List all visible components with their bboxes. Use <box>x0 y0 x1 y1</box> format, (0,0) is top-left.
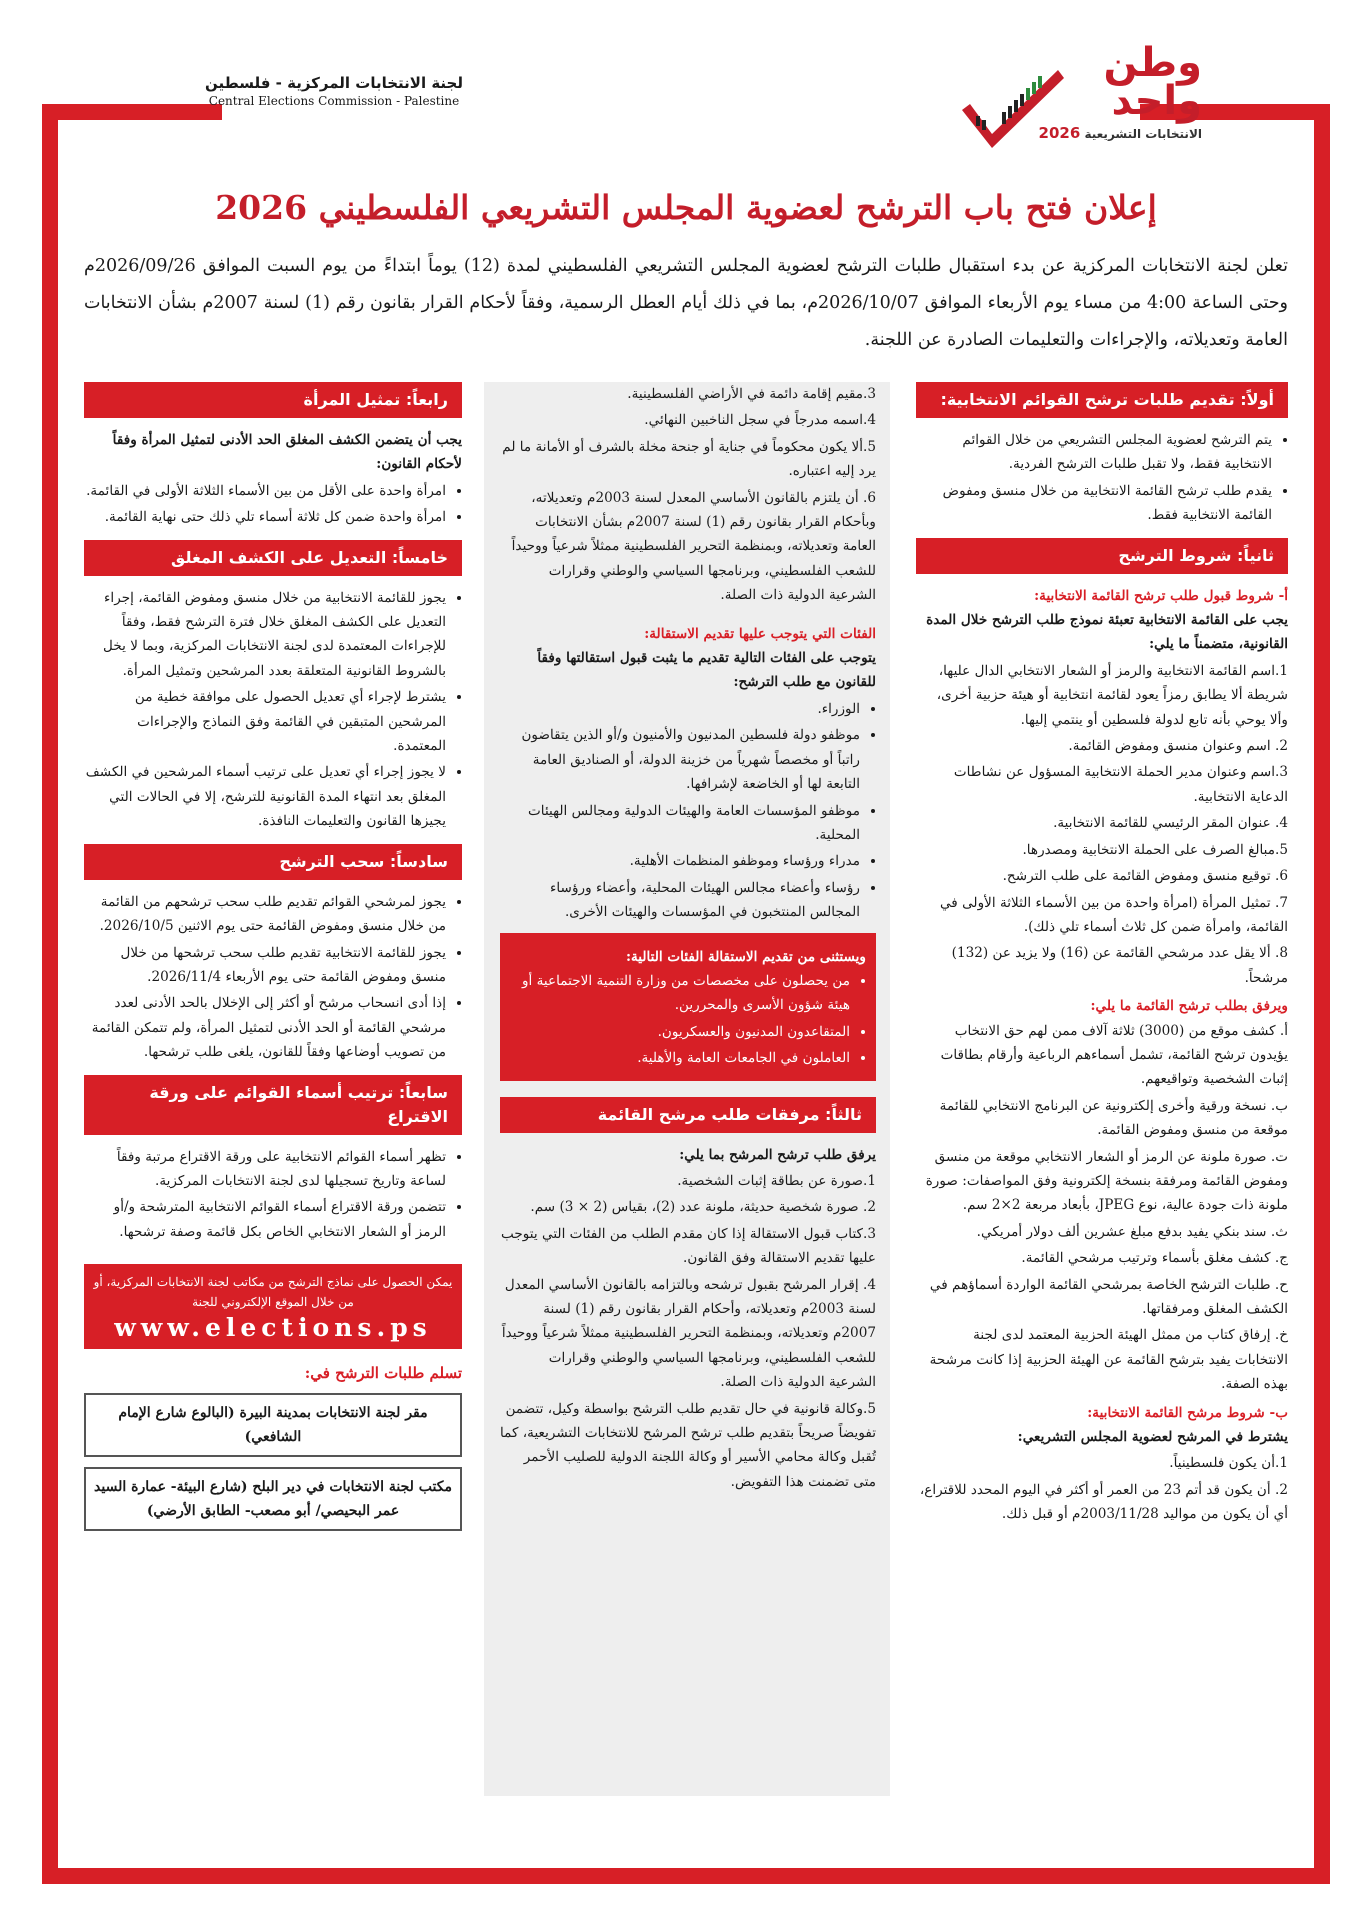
list-item: ب. نسخة ورقية وأخرى إلكترونية عن البرنامج الانتخابي للقائمة موقعة من منسق ومفوض القائمة. <box>939 1097 1288 1139</box>
lead-text: يتوجب على الفئات التالية تقديم ما يثبت قبول استقالتها وفقاً للقانون مع طلب الترشح: <box>537 650 876 691</box>
list-item: • يجوز لمرشحي القوائم تقديم طلب سحب ترشحهم من القائمة من خلال منسق ومفوض القائمة حتى يوم الاثنين 2026/10/5. <box>84 890 446 939</box>
website-link[interactable]: www.elections.ps <box>114 1313 432 1343</box>
list-item: • يجوز للقائمة الانتخابية من خلال منسق ومفوض القائمة، إجراء التعديل على الكشف المغلق خلال فترة الترشح فقط، وفقاً للإجراءات المعتمدة لدى لجنة الانتخابات المركزية، وبما لا يخل بالشروط القانونية المتعلقة بعدد المرشحين وتمثيل المرأة. <box>84 586 446 684</box>
list-item: 4. إقرار المرشح بقبول ترشحه وبالتزامه بالقانون الأساسي المعدل لسنة 2003م وتعديلاته، وأحكام القرار بقانون رقم (1) لسنة 2007م وتعديلاته، وبمنظمة التحرير الفلسطينية ممثلاً شرعياً ووحيداً للشعب الفلسطيني، وبرنامجها السياسي والوطني وقرارات الشرعية الدولية ذات الصلة. <box>501 1276 876 1391</box>
list-item: 4. عنوان المقر الرئيسي للقائمة الانتخابية. <box>1053 815 1288 832</box>
list-item: 5.ألا يكون محكوماً في جناية أو جنحة مخلة بالشرف أو الأمانة ما لم يرد إليه اعتباره. <box>502 438 876 480</box>
list-item: • إذا أدى انسحاب مرشح أو أكثر إلى الإخلال بالحد الأدنى لعدد مرشحي القائمة أو الحد الأدنى لتمثيل المرأة، ولم تتمكن القائمة من تصويب أوضاعها وفقاً للقانون، يلغى طلب ترشحها. <box>84 991 446 1064</box>
middle-column <box>500 382 876 1496</box>
brand-line-2: واحد <box>1111 78 1202 124</box>
brand-subtitle-text: الانتخابات التشريعية <box>1084 127 1202 141</box>
list-item: • الوزراء. <box>500 697 860 721</box>
section-title: رابعاً: تمثيل المرأة <box>84 382 462 418</box>
list-item: 7. تمثيل المرأة (امرأة واحدة من بين الأسماء الثلاثة الأولى في القائمة، وامرأة ضمن كل ثلاث أسماء تلي ذلك). <box>939 894 1288 935</box>
list-item: • يشترط لإجراء أي تعديل الحصول على موافقة خطية من المرشحين المتبقين في القائمة وفق النماذج والإجراءات المعتمدة. <box>84 685 446 758</box>
cec-name-arabic: لجنة الانتخابات المركزية - فلسطين <box>204 74 463 92</box>
exemption-title: ويستثنى من تقديم الاستقالة الفئات التالية: <box>625 948 866 965</box>
list-item: ث. سند بنكي يفيد بدفع مبلغ عشرين ألف دولار أمريكي. <box>976 1223 1288 1240</box>
bullet-list <box>84 890 462 1065</box>
brand-year: 2026 <box>1038 124 1081 142</box>
list-item: • امرأة واحدة على الأقل من بين الأسماء الثلاثة الأولى في القائمة. <box>84 479 446 503</box>
list-item: 5.مبالغ الصرف على الحملة الانتخابية ومصدرها. <box>1022 841 1288 858</box>
list-item: • لا يجوز إجراء أي تعديل على ترتيب أسماء المرشحين في الكشف المغلق بعد انتهاء المدة القانونية للترشح، إلا في الحالات التي يجيزها القانون والتعليمات النافذة. <box>84 760 446 833</box>
lead-text: يجب أن يتضمن الكشف المغلق الحد الأدنى لتمثيل المرأة وفقاً لأحكام القانون: <box>112 432 462 473</box>
website-note: يمكن الحصول على نماذج الترشح من مكاتب لجنة الانتخابات المركزية، أو من خلال الموقع الإلكتروني للجنة <box>93 1275 453 1310</box>
subsection-title: ب- شروط مرشح القائمة الانتخابية: <box>1087 1404 1288 1421</box>
website-box <box>84 1264 462 1348</box>
bullet-list <box>500 697 876 925</box>
intro-paragraph: تعلن لجنة الانتخابات المركزية عن بدء استقبال طلبات الترشح لعضوية المجلس التشريعي الفلسطيني لمدة (12) يوماً ابتداءً من يوم السبت الموافق 2026/09/26م وحتى الساعة 4:00 من مساء يوم الأربعاء الموافق 2026/10/07م، بما في ذلك أيام العطل الرسمية، وفقاً لأحكام القرار بقانون رقم (1) لسنة 2007م بشأن الانتخابات العامة وتعديلاته، والإجراءات والتعليمات الصادرة عن اللجنة. <box>84 256 1288 350</box>
list-item: • تظهر أسماء القوائم الانتخابية على ورقة الاقتراع مرتبة وفقاً لساعة وتاريخ تسجيلها لدى لجنة الانتخابات المركزية. <box>84 1145 446 1194</box>
list-item: • تتضمن ورقة الاقتراع أسماء القوائم الانتخابية المترشحة و/أو الرمز أو الشعار الانتخابي الخاص بكل قائمة وصفة ترشحها. <box>84 1195 446 1244</box>
page-title: إعلان فتح باب الترشح لعضوية المجلس التشريعي الفلسطيني 2026 <box>215 188 1157 227</box>
subsection-title: ويرفق بطلب ترشح القائمة ما يلي: <box>1090 998 1288 1015</box>
list-item: 8. ألا يقل عدد مرشحي القائمة عن (16) ولا يزيد عن (132) مرشحاً. <box>951 945 1288 986</box>
list-item: 6. أن يلتزم بالقانون الأساسي المعدل لسنة 2003م وتعديلاته، وبأحكام القرار بقانون رقم (1) لسنة 2007م بشأن الانتخابات العامة وتعديلاته، وبمنظمة التحرير الفلسطينية ممثلاً شرعياً ووحيداً للشعب الفلسطيني، وبرنامجها السياسي والوطني وقرارات الشرعية الدولية ذات الصلة. <box>511 489 876 604</box>
cec-name-english: Central Elections Commission - Palestine <box>208 94 460 108</box>
dropoff-title: تسلم طلبات الترشح في: <box>304 1363 462 1382</box>
lead-text: يرفق طلب ترشح المرشح بما يلي: <box>679 1146 876 1163</box>
list-item: • من يحصلون على مخصصات من وزارة التنمية الاجتماعية أو هيئة شؤون الأسرى والمحررين. <box>510 969 850 1018</box>
bullet-list <box>84 586 462 834</box>
bullet-list <box>84 1145 462 1245</box>
section-title: ثالثاً: مرفقات طلب مرشح القائمة <box>500 1097 876 1133</box>
left-column <box>84 382 462 1541</box>
bullet-list <box>916 428 1288 528</box>
section-title: ثانياً: شروط الترشح <box>916 538 1288 574</box>
list-item: 2. صورة شخصية حديثة، ملونة عدد (2)، بقياس (2 × 3) سم. <box>530 1199 876 1216</box>
exemption-box <box>500 933 876 1081</box>
subsection-title: أ- شروط قبول طلب ترشح القائمة الانتخابية: <box>1034 587 1288 604</box>
list-item: 2. أن يكون قد أتم 23 من العمر أو أكثر في اليوم المحدد للاقتراع، أي أن يكون من مواليد 2003/11/28م أو قبل ذلك. <box>919 1481 1288 1523</box>
right-column <box>916 382 1288 1529</box>
section-title: خامساً: التعديل على الكشف المغلق <box>84 540 462 576</box>
list-item: • العاملون في الجامعات العامة والأهلية. <box>510 1046 850 1070</box>
list-item: 1.أن يكون فلسطينياً. <box>1169 1455 1288 1472</box>
section-title: سادساً: سحب الترشح <box>84 844 462 880</box>
list-item: • المتقاعدون المدنيون والعسكريون. <box>510 1020 850 1044</box>
list-item: 2. اسم وعنوان منسق ومفوض القائمة. <box>1068 738 1288 755</box>
list-item: 6. توقيع منسق ومفوض القائمة على طلب الترشح. <box>1002 868 1288 885</box>
brand-line-1: وطن <box>1103 40 1202 86</box>
list-item: • يقدم طلب ترشح القائمة الانتخابية من خلال منسق ومفوض القائمة الانتخابية فقط. <box>916 479 1272 528</box>
brand-subtitle <box>1039 124 1202 142</box>
lead-text: يجب على القائمة الانتخابية تعبئة نموذج طلب الترشح خلال المدة القانونية، متضمناً ما يلي: <box>926 612 1288 653</box>
office-address: مقر لجنة الانتخابات بمدينة البيرة (البالوع شارع الإمام الشافعي) <box>84 1393 462 1457</box>
list-item: أ. كشف موقع من (3000) ثلاثة آلاف ممن لهم حق الانتخاب يؤيدون ترشح القائمة، تشمل أسماءهم الرباعية وأرقام بطاقات إثبات الشخصية وتواقيعهم. <box>940 1022 1288 1088</box>
list-item: 4.اسمه مدرجاً في سجل الناخبين النهائي. <box>644 412 876 429</box>
list-item: 3.مقيم إقامة دائمة في الأراضي الفلسطينية. <box>627 386 876 402</box>
section-title: سابعاً: ترتيب أسماء القوائم على ورقة الاقتراع <box>84 1075 462 1135</box>
list-item: • موظفو دولة فلسطين المدنيون والأمنيون و/أو الذين يتقاضون راتباً أو مخصصاً شهرياً من خزينة الدولة، أو الصناديق العامة التابعة لها أو الخاضعة لإشرافها. <box>500 723 860 796</box>
subsection-title: الفئات التي يتوجب عليها تقديم الاستقالة: <box>644 625 876 642</box>
list-item: 1.اسم القائمة الانتخابية والرمز أو الشعار الانتخابي الدال عليها، شريطة ألا يطابق رمزاً يعود لقائمة انتخابية أو هيئة حزبية أخرى، وألا يوحي بأنه تابع لدولة فلسطين أو ينتمي إليها. <box>936 662 1288 728</box>
list-item: • يتم الترشح لعضوية المجلس التشريعي من خلال القوائم الانتخابية فقط، ولا تقبل طلبات الترشح الفردية. <box>916 428 1272 477</box>
cec-logo <box>184 74 484 108</box>
bullet-list <box>84 479 462 530</box>
list-item: • مدراء ورؤساء وموظفو المنظمات الأهلية. <box>500 849 860 873</box>
list-item: 1.صورة عن بطاقة إثبات الشخصية. <box>677 1172 876 1189</box>
office-address: مكتب لجنة الانتخابات في دير البلح (شارع البيئة- عمارة السيد عمر البحيصي/ أبو مصعب- الطابق الأرضي) <box>84 1467 462 1531</box>
brand-text <box>1038 40 1202 142</box>
list-item: • امرأة واحدة ضمن كل ثلاثة أسماء تلي ذلك حتى نهاية القائمة. <box>84 505 446 529</box>
list-item: • موظفو المؤسسات العامة والهيئات الدولية ومجالس الهيئات المحلية. <box>500 799 860 848</box>
campaign-logo <box>972 40 1202 154</box>
list-item: • رؤساء وأعضاء مجالس الهيئات المحلية، وأعضاء ورؤساء المجالس المنتخبون في المؤسسات والهيئات الأخرى. <box>500 876 860 925</box>
list-item: ج. كشف مغلق بأسماء وترتيب مرشحي القائمة. <box>1021 1250 1288 1267</box>
lead-text: يشترط في المرشح لعضوية المجلس التشريعي: <box>1017 1429 1288 1446</box>
list-item: ت. صورة ملونة عن الرمز أو الشعار الانتخابي موقعة من منسق ومفوض القائمة ومرفقة بنسخة إلكترونية وفق المواصفات: صورة ملونة ذات جودة عالية، نوع JPEG، بأبعاد مربعة 2×2 سم. <box>925 1148 1288 1214</box>
list-item: • يجوز للقائمة الانتخابية تقديم طلب سحب ترشحها من خلال منسق ومفوض القائمة حتى يوم الأربعاء 2026/11/4. <box>84 941 446 990</box>
list-item: ح. طلبات الترشح الخاصة بمرشحي القائمة الواردة أسماؤهم في الكشف المغلق ومرفقاتها. <box>929 1276 1288 1317</box>
list-item: 5.وكالة قانونية في حال تقديم طلب الترشح بواسطة وكيل، تتضمن تفويضاً صريحاً بتقديم طلب ترشح المرشح للانتخابات التشريعية، كما تُقبل وكالة محامي الأسير أو وكالة اللجنة الدولية للصليب الأحمر متى تضمنت هذا التفويض. <box>499 1400 876 1490</box>
list-item: 3.اسم وعنوان مدير الحملة الانتخابية المسؤول عن نشاطات الدعاية الانتخابية. <box>953 764 1288 805</box>
section-title: أولاً: تقديم طلبات ترشح القوائم الانتخابية: <box>916 382 1288 418</box>
list-item: 3.كتاب قبول الاستقالة إذا كان مقدم الطلب من الفئات التي يتوجب عليها تقديم الاستقالة وفق القانون. <box>501 1225 876 1267</box>
list-item: خ. إرفاق كتاب من ممثل الهيئة الحزبية المعتمد لدى لجنة الانتخابات يفيد بترشح القائمة عن الهيئة الحزبية إذا كانت مرشحة بهذه الصفة. <box>929 1327 1288 1393</box>
bullet-list <box>510 969 866 1071</box>
